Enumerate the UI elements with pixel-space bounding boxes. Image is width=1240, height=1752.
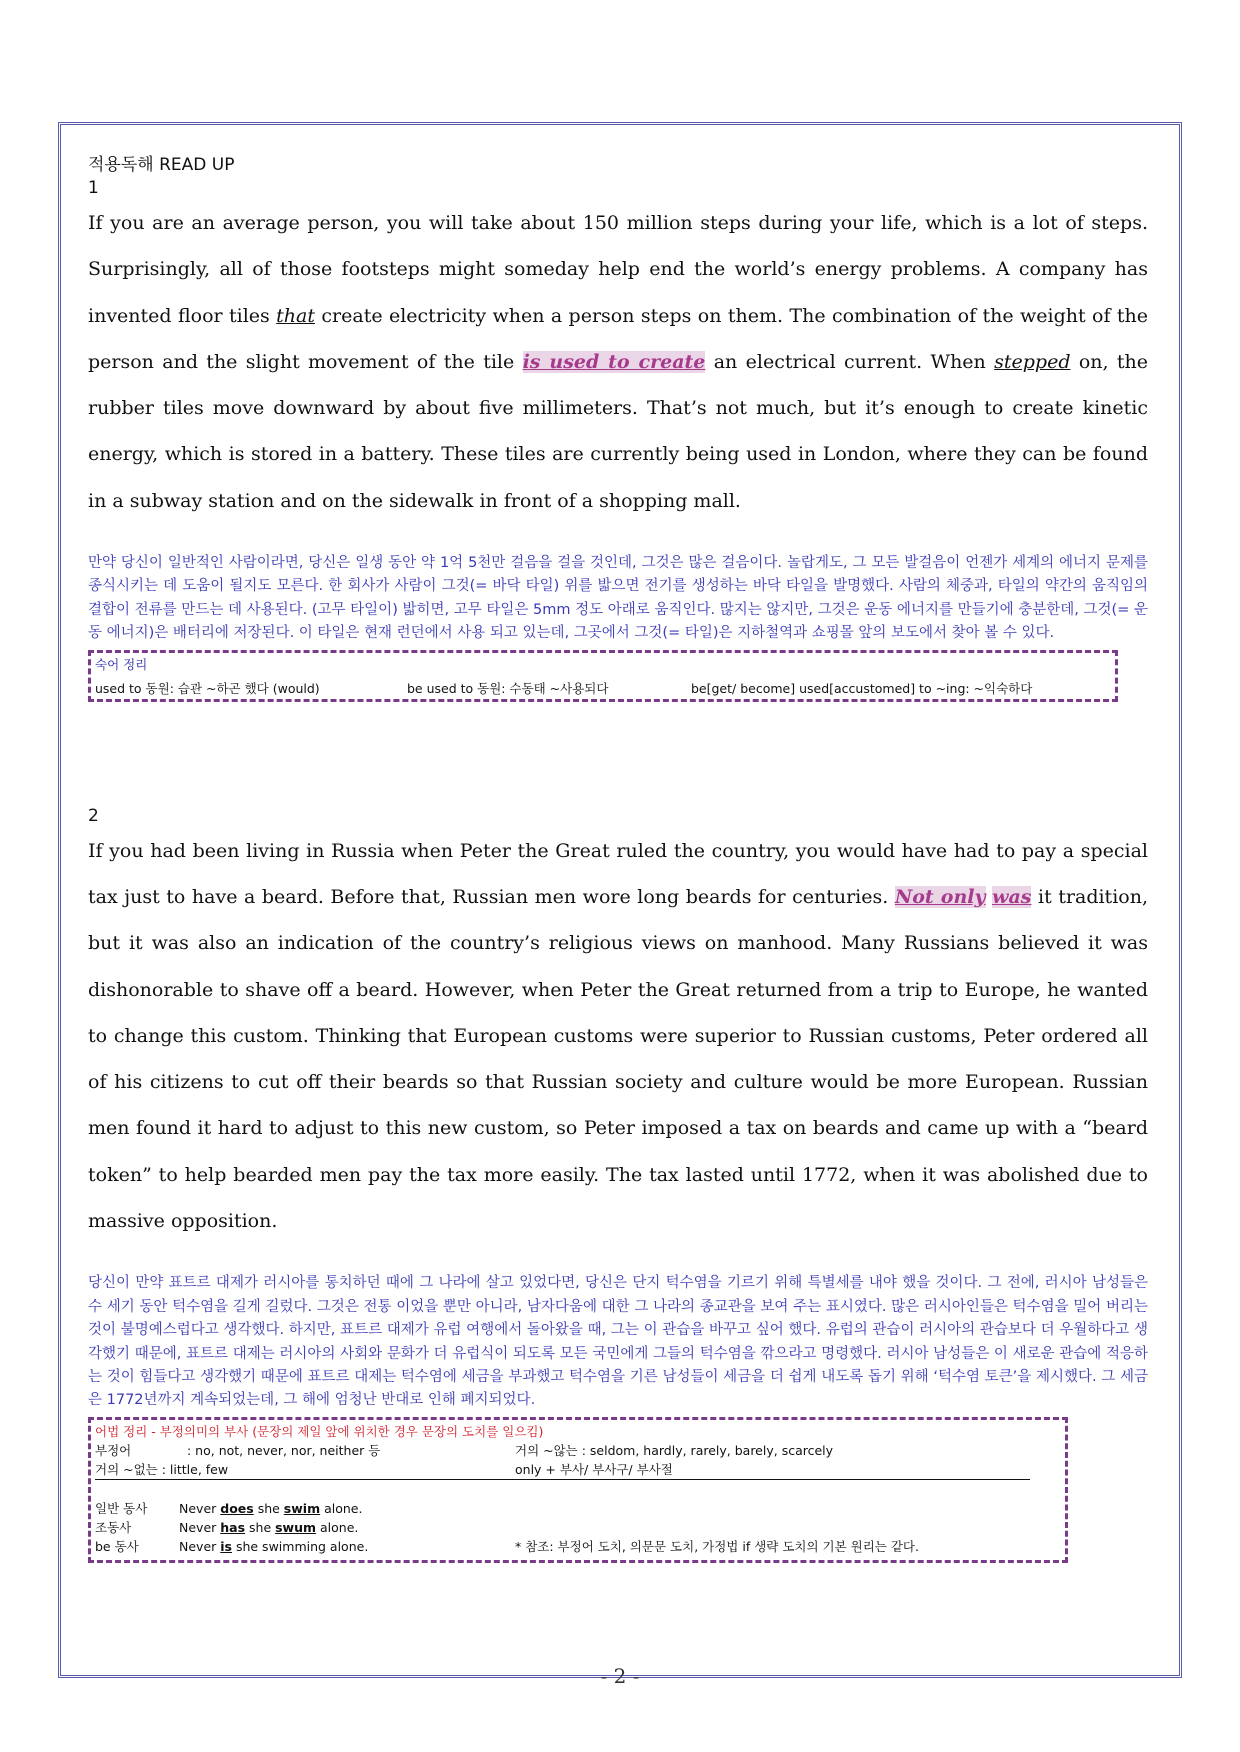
example-aux: is: [220, 1538, 232, 1554]
passage-text: If you are an average person, you will take about 150 million steps during your life, which is a lot of steps. Surprisingly, all of those footsteps might someday help end the world’s energy problems. A company has invented floor tiles: [88, 212, 1148, 327]
example-sentence: [179, 1499, 362, 1518]
grammar-example-3: [95, 1537, 1061, 1556]
grammar-rare: [515, 1441, 833, 1460]
example-verb: swim: [283, 1500, 321, 1516]
page-content: [88, 150, 1148, 1563]
grammar-label: 거의 ~않는: [515, 1442, 578, 1458]
grammar-row: [95, 1460, 1030, 1480]
grammar-only: only + 부사/ 부사구/ 부사절: [515, 1461, 673, 1477]
grammar-title-text: 부정의미의 부사 (문장의 제일 앞에 위치한 경우 문장의 도치를 일으킴): [159, 1423, 544, 1439]
section-1-translation: 만약 당신이 일반적인 사람이라면, 당신은 일생 동안 약 1억 5천만 걸음을 걸을 것인데, 그것은 많은 걸음이다. 놀랍게도, 그 모든 발걸음이 언젠가 세계의 에너지 문제를 종식시키는 데 도움이 될지도 모른다. 한 회사가 사람이 그것(= 바닥 타일) 위를 밟으면 전기를 생성하는 바닥 타일을 발명했다. 사람의 체중과, 타일의 약간의 움직임의 결합이 전류를 만드는 데 사용된다. (고무 타일이) 밟히면, 고무 타일은 5mm 정도 아래로 움직인다. 많지는 않지만, 그것은 운동 에너지를 만들기에 충분한데, 그것(= 운동 에너지)은 배터리에 저장된다. 이 타일은 현재 런던에서 사용 되고 있는데, 그곳에서 그것(= 타일)은 지하철역과 쇼핑몰 앞의 보도에서 찾아 볼 수 있다.: [88, 555, 1148, 642]
section-2-translation: 당신이 만약 표트르 대제가 러시아를 통치하던 때에 그 나라에 살고 있었다면, 당신은 단지 턱수염을 기르기 위해 특별세를 내야 했을 것이다. 그 전에, 러시아 남성들은 수 세기 동안 턱수염을 길게 길렀다. 그것은 전통 이었을 뿐만 아니라, 남자다움에 대한 그 나라의 종교관을 보여 주는 표시였다. 많은 러시아인들은 턱수염을 밀어 버리는 것이 불명예스럽다고 생각했다. 하지만, 표트르 대제가 유럽 여행에서 돌아왔을 때, 그는 이 관습을 바꾸고 싶어 했다. 유럽의 관습이 러시아의 관습보다 더 우월하다고 생각했기 때문에, 표트르 대제는 러시아의 사회와 문화가 더 유럽식이 되도록 모든 국민에게 그들의 턱수염을 깎으라고 명령했다. 러시아 남성들은 이 새로운 관습에 적응하는 것이 힘들다고 생각했기 때문에 표트르 대제는 턱수염에 세금을 부과했고 턱수염을 기른 남성들이 세금을 더 쉽게 내도록 돕기 위해 ‘턱수염 토큰’을 제시했다. 그 세금은 1772년까지 계속되었는데, 그 해에 엄청난 반대로 인해 폐지되었다.: [88, 1275, 1148, 1409]
page-number: - 2 -: [600, 1664, 640, 1688]
idiom-item: used to 동원: 습관 ~하곤 했다 (would): [95, 680, 320, 696]
passage-text: If you had been living in Russia when Peter the Great ruled the country, you would have had to pay a special tax just to have a beard. Before that, Russian men wore long beards for centuries.: [88, 839, 1148, 908]
passage-text: create electricity when a person steps on them. The combination of the weight of the person and the slight movement of the tile: [88, 304, 1148, 373]
grammar-text: : seldom, hardly, rarely, barely, scarcely: [581, 1442, 834, 1458]
highlight-not-only: Not only: [894, 886, 986, 908]
grammar-text: : no, not, never, nor, neither 등: [187, 1442, 381, 1458]
passage-text: it tradition, but it was also an indication of the country’s religious views on manhood. Many Russians believed it was dishonorable to shave off a beard. However, when Peter the Great returned from a trip to Europe, he wanted to change this custom. Thinking that European customs were superior to Russian customs, Peter ordered all of his citizens to cut off their beards so that Russian society and culture would be more European. Russian men found it hard to adjust to this new custom, so Peter imposed a tax on beards and came up with a “beard token” to help bearded men pay the tax more easily. The tax lasted until 1772, when it was abolished due to massive opposition.: [88, 886, 1148, 1233]
example-text: alone.: [316, 1519, 359, 1535]
section-1-number: 1: [88, 178, 99, 198]
underlined-stepped: stepped: [994, 350, 1071, 373]
highlight-is-used-to-create: is used to create: [522, 350, 706, 373]
grammar-text: : little, few: [161, 1461, 229, 1477]
idiom-note-title: 숙어 정리: [95, 656, 148, 672]
example-text: Never: [179, 1500, 221, 1516]
grammar-row: [95, 1441, 1061, 1460]
idiom-note-row: [95, 679, 1111, 697]
example-text: Never: [179, 1519, 221, 1535]
example-text: alone.: [320, 1500, 363, 1516]
example-sentence: [179, 1537, 515, 1556]
example-label: be 동사: [95, 1538, 139, 1554]
example-text: she: [245, 1519, 276, 1535]
section-2-number: 2: [88, 805, 99, 826]
grammar-note-box: [88, 1417, 1068, 1563]
grammar-neg: [95, 1441, 515, 1460]
example-verb: swum: [275, 1519, 317, 1535]
idiom-note-box: [88, 650, 1118, 702]
idiom-item: be[get/ become] used[accustomed] to ~ing: ~익숙하다: [691, 680, 1033, 696]
example-label: 조동사: [95, 1519, 132, 1535]
page-title: 적용독해 READ UP: [88, 155, 235, 175]
example-text: she swimming alone.: [231, 1538, 369, 1554]
highlight-was: was: [992, 886, 1032, 908]
example-aux: has: [220, 1519, 246, 1535]
grammar-few: [95, 1460, 515, 1479]
passage-text: on, the rubber tiles move downward by about five millimeters. That’s not much, but it’s enough to create kinetic energy, which is stored in a battery. These tiles are currently being used in London, where they can be found in a subway station and on the sidewalk in front of a shopping mall.: [88, 350, 1148, 512]
example-sentence: [179, 1518, 358, 1537]
section-1-passage: [88, 200, 1148, 524]
grammar-note-title: [95, 1422, 1061, 1441]
grammar-title-prefix: 어법 정리 -: [95, 1423, 160, 1439]
example-aux: does: [220, 1500, 254, 1516]
grammar-example-1: [95, 1499, 1061, 1518]
example-text: Never: [179, 1538, 221, 1554]
example-text: she: [253, 1500, 284, 1516]
underlined-that: that: [276, 304, 316, 327]
grammar-example-2: [95, 1518, 1061, 1537]
passage-text: an electrical current. When: [705, 350, 995, 373]
section-2-passage: [88, 828, 1148, 1245]
idiom-item: be used to 동원: 수동태 ~사용되다: [407, 680, 609, 696]
grammar-reference: * 참조: 부정어 도치, 의문문 도치, 가정법 if 생략 도치의 기본 원리는 같다.: [515, 1538, 919, 1554]
grammar-label: 부정어: [95, 1442, 132, 1458]
grammar-label: 거의 ~없는: [95, 1461, 158, 1477]
example-label: 일반 동사: [95, 1500, 148, 1516]
